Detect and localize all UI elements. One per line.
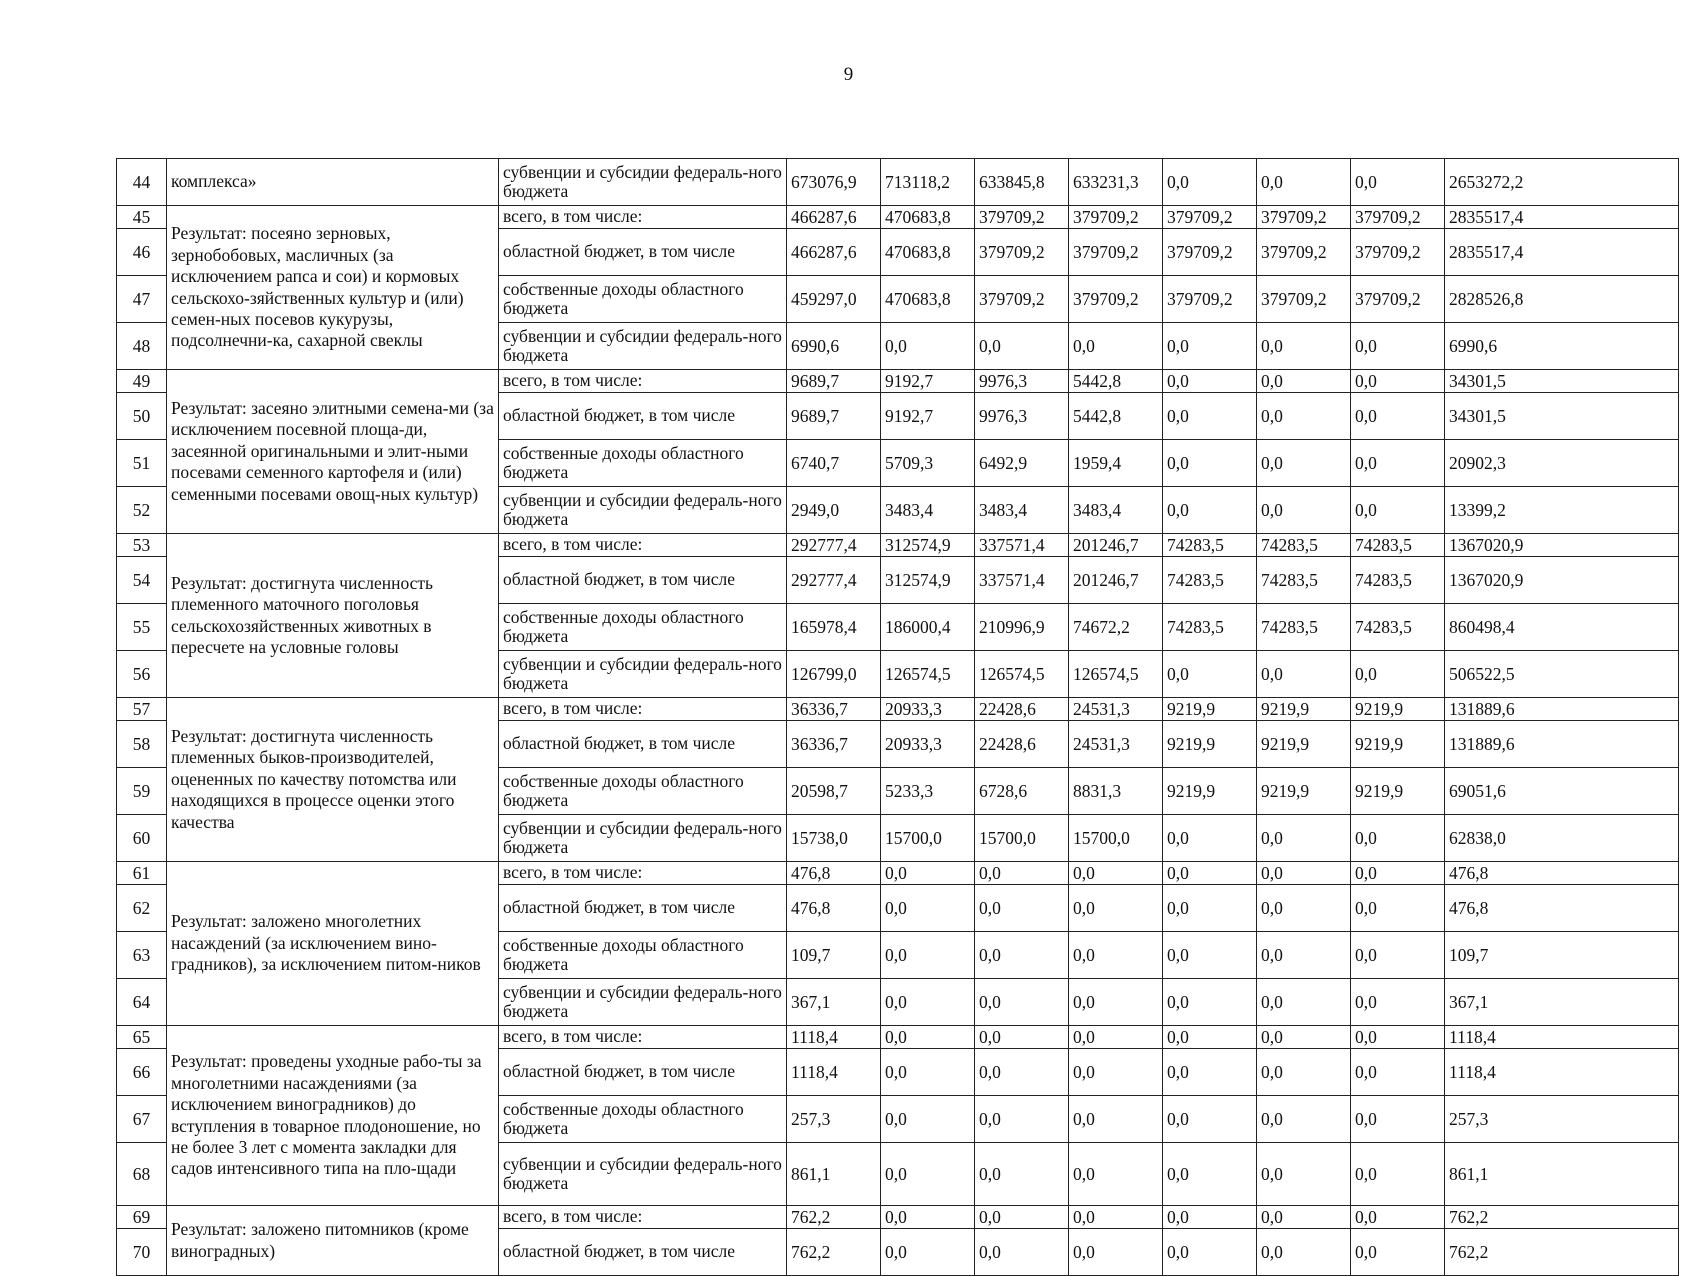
year-value: 466287,6 bbox=[787, 206, 881, 229]
total-value: 1367020,9 bbox=[1445, 557, 1679, 604]
year-value: 1118,4 bbox=[787, 1026, 881, 1049]
year-value: 8831,3 bbox=[1069, 768, 1163, 815]
year-value: 9219,9 bbox=[1163, 768, 1257, 815]
row-number: 67 bbox=[117, 1096, 167, 1143]
year-value: 337571,4 bbox=[975, 557, 1069, 604]
year-value: 0,0 bbox=[1257, 862, 1351, 885]
year-value: 9192,7 bbox=[881, 370, 975, 393]
table-row bbox=[117, 206, 1679, 229]
year-value: 0,0 bbox=[881, 1206, 975, 1229]
year-value: 9219,9 bbox=[1257, 721, 1351, 768]
row-number: 68 bbox=[117, 1143, 167, 1206]
year-value: 0,0 bbox=[1257, 651, 1351, 698]
year-value: 0,0 bbox=[975, 932, 1069, 979]
year-value: 74283,5 bbox=[1351, 534, 1445, 557]
year-value: 0,0 bbox=[1163, 862, 1257, 885]
total-value: 131889,6 bbox=[1445, 721, 1679, 768]
year-value: 5442,8 bbox=[1069, 393, 1163, 440]
year-value: 0,0 bbox=[1351, 159, 1445, 206]
year-value: 379709,2 bbox=[1069, 229, 1163, 276]
year-value: 0,0 bbox=[1069, 1049, 1163, 1096]
year-value: 0,0 bbox=[1069, 885, 1163, 932]
year-value: 24531,3 bbox=[1069, 698, 1163, 721]
result-description: Результат: достигнута численность племенного маточного поголовья сельскохозяйственных животных в пересчете на условные головы bbox=[167, 534, 499, 698]
year-value: 0,0 bbox=[1257, 1026, 1351, 1049]
year-value: 0,0 bbox=[1351, 370, 1445, 393]
year-value: 673076,9 bbox=[787, 159, 881, 206]
funding-source: собственные доходы областного бюджета bbox=[499, 276, 787, 323]
result-description: Результат: посеяно зерновых, зернобобовых, масличных (за исключением рапса и сои) и кормовых сельскохо-зяйственных культур и (или) семен-ных посевов кукурузы, подсолнечни-ка, сахарной свеклы bbox=[167, 206, 499, 370]
year-value: 6990,6 bbox=[787, 323, 881, 370]
year-value: 0,0 bbox=[1257, 1229, 1351, 1276]
year-value: 0,0 bbox=[881, 862, 975, 885]
total-value: 62838,0 bbox=[1445, 815, 1679, 862]
year-value: 9689,7 bbox=[787, 370, 881, 393]
year-value: 379709,2 bbox=[1351, 276, 1445, 323]
year-value: 9192,7 bbox=[881, 393, 975, 440]
year-value: 257,3 bbox=[787, 1096, 881, 1143]
funding-source: субвенции и субсидии федераль-ного бюджета bbox=[499, 159, 787, 206]
total-value: 34301,5 bbox=[1445, 393, 1679, 440]
year-value: 6740,7 bbox=[787, 440, 881, 487]
funding-source: субвенции и субсидии федераль-ного бюджета bbox=[499, 487, 787, 534]
table-row bbox=[117, 1206, 1679, 1229]
row-number: 64 bbox=[117, 979, 167, 1026]
row-number: 45 bbox=[117, 206, 167, 229]
row-number: 57 bbox=[117, 698, 167, 721]
year-value: 74283,5 bbox=[1257, 534, 1351, 557]
year-value: 379709,2 bbox=[1163, 229, 1257, 276]
row-number: 46 bbox=[117, 229, 167, 276]
year-value: 74672,2 bbox=[1069, 604, 1163, 651]
total-value: 2653272,2 bbox=[1445, 159, 1679, 206]
year-value: 1959,4 bbox=[1069, 440, 1163, 487]
result-description: Результат: заложено питомников (кроме виноградных) bbox=[167, 1206, 499, 1276]
year-value: 74283,5 bbox=[1163, 557, 1257, 604]
year-value: 0,0 bbox=[1163, 1143, 1257, 1206]
row-number: 52 bbox=[117, 487, 167, 534]
year-value: 0,0 bbox=[1163, 651, 1257, 698]
row-number: 54 bbox=[117, 557, 167, 604]
funding-source: областной бюджет, в том числе bbox=[499, 229, 787, 276]
year-value: 9219,9 bbox=[1163, 721, 1257, 768]
year-value: 0,0 bbox=[1069, 979, 1163, 1026]
year-value: 379709,2 bbox=[1257, 276, 1351, 323]
year-value: 1118,4 bbox=[787, 1049, 881, 1096]
row-number: 59 bbox=[117, 768, 167, 815]
year-value: 0,0 bbox=[1257, 885, 1351, 932]
year-value: 0,0 bbox=[1351, 487, 1445, 534]
total-value: 131889,6 bbox=[1445, 698, 1679, 721]
row-number: 70 bbox=[117, 1229, 167, 1276]
year-value: 0,0 bbox=[975, 885, 1069, 932]
year-value: 9219,9 bbox=[1257, 768, 1351, 815]
funding-source: всего, в том числе: bbox=[499, 1026, 787, 1049]
year-value: 201246,7 bbox=[1069, 534, 1163, 557]
total-value: 109,7 bbox=[1445, 932, 1679, 979]
total-value: 6990,6 bbox=[1445, 323, 1679, 370]
year-value: 633231,3 bbox=[1069, 159, 1163, 206]
year-value: 0,0 bbox=[1351, 1143, 1445, 1206]
row-number: 56 bbox=[117, 651, 167, 698]
year-value: 0,0 bbox=[1351, 323, 1445, 370]
year-value: 470683,8 bbox=[881, 206, 975, 229]
total-value: 1118,4 bbox=[1445, 1026, 1679, 1049]
year-value: 22428,6 bbox=[975, 721, 1069, 768]
year-value: 466287,6 bbox=[787, 229, 881, 276]
total-value: 476,8 bbox=[1445, 885, 1679, 932]
year-value: 0,0 bbox=[1163, 932, 1257, 979]
row-number: 66 bbox=[117, 1049, 167, 1096]
funding-source: областной бюджет, в том числе bbox=[499, 1229, 787, 1276]
total-value: 1367020,9 bbox=[1445, 534, 1679, 557]
year-value: 379709,2 bbox=[1163, 276, 1257, 323]
year-value: 36336,7 bbox=[787, 721, 881, 768]
year-value: 762,2 bbox=[787, 1229, 881, 1276]
result-description: Результат: засеяно элитными семена-ми (за исключением посевной площа-ди, засеянной оригинальными и элит-ными посевами семенного картофеля и (или) семенными посевами овощ-ных культур) bbox=[167, 370, 499, 534]
year-value: 470683,8 bbox=[881, 229, 975, 276]
year-value: 74283,5 bbox=[1257, 557, 1351, 604]
year-value: 15700,0 bbox=[881, 815, 975, 862]
funding-source: всего, в том числе: bbox=[499, 206, 787, 229]
funding-source: всего, в том числе: bbox=[499, 370, 787, 393]
year-value: 126574,5 bbox=[1069, 651, 1163, 698]
year-value: 74283,5 bbox=[1163, 534, 1257, 557]
total-value: 13399,2 bbox=[1445, 487, 1679, 534]
year-value: 379709,2 bbox=[1351, 229, 1445, 276]
year-value: 36336,7 bbox=[787, 698, 881, 721]
year-value: 0,0 bbox=[1257, 370, 1351, 393]
year-value: 6492,9 bbox=[975, 440, 1069, 487]
row-number: 62 bbox=[117, 885, 167, 932]
year-value: 3483,4 bbox=[1069, 487, 1163, 534]
funding-source: областной бюджет, в том числе bbox=[499, 557, 787, 604]
year-value: 0,0 bbox=[1163, 979, 1257, 1026]
funding-source: областной бюджет, в том числе bbox=[499, 885, 787, 932]
year-value: 0,0 bbox=[1163, 370, 1257, 393]
year-value: 713118,2 bbox=[881, 159, 975, 206]
year-value: 0,0 bbox=[1351, 1229, 1445, 1276]
table-row bbox=[117, 534, 1679, 557]
total-value: 861,1 bbox=[1445, 1143, 1679, 1206]
year-value: 0,0 bbox=[1257, 159, 1351, 206]
year-value: 0,0 bbox=[1163, 440, 1257, 487]
year-value: 861,1 bbox=[787, 1143, 881, 1206]
year-value: 470683,8 bbox=[881, 276, 975, 323]
year-value: 0,0 bbox=[881, 1049, 975, 1096]
year-value: 0,0 bbox=[975, 1096, 1069, 1143]
year-value: 0,0 bbox=[1351, 651, 1445, 698]
table-row bbox=[117, 698, 1679, 721]
row-number: 51 bbox=[117, 440, 167, 487]
year-value: 0,0 bbox=[1069, 323, 1163, 370]
year-value: 0,0 bbox=[1257, 1206, 1351, 1229]
year-value: 0,0 bbox=[1163, 815, 1257, 862]
year-value: 74283,5 bbox=[1257, 604, 1351, 651]
row-number: 44 bbox=[117, 159, 167, 206]
year-value: 20933,3 bbox=[881, 698, 975, 721]
year-value: 379709,2 bbox=[1257, 229, 1351, 276]
table-row bbox=[117, 370, 1679, 393]
year-value: 379709,2 bbox=[1069, 276, 1163, 323]
year-value: 0,0 bbox=[1351, 440, 1445, 487]
year-value: 0,0 bbox=[1069, 1096, 1163, 1143]
year-value: 3483,4 bbox=[881, 487, 975, 534]
year-value: 379709,2 bbox=[1351, 206, 1445, 229]
funding-source: собственные доходы областного бюджета bbox=[499, 604, 787, 651]
year-value: 0,0 bbox=[1257, 815, 1351, 862]
funding-source: субвенции и субсидии федераль-ного бюджета bbox=[499, 323, 787, 370]
year-value: 9219,9 bbox=[1351, 698, 1445, 721]
total-value: 69051,6 bbox=[1445, 768, 1679, 815]
total-value: 20902,3 bbox=[1445, 440, 1679, 487]
total-value: 2835517,4 bbox=[1445, 229, 1679, 276]
funding-source: субвенции и субсидии федераль-ного бюджета bbox=[499, 979, 787, 1026]
year-value: 476,8 bbox=[787, 885, 881, 932]
table-body bbox=[117, 159, 1679, 1276]
funding-source: всего, в том числе: bbox=[499, 534, 787, 557]
funding-source: всего, в том числе: bbox=[499, 862, 787, 885]
year-value: 0,0 bbox=[1163, 1206, 1257, 1229]
total-value: 1118,4 bbox=[1445, 1049, 1679, 1096]
year-value: 15700,0 bbox=[975, 815, 1069, 862]
year-value: 0,0 bbox=[975, 1206, 1069, 1229]
row-number: 69 bbox=[117, 1206, 167, 1229]
year-value: 459297,0 bbox=[787, 276, 881, 323]
year-value: 379709,2 bbox=[1163, 206, 1257, 229]
year-value: 9219,9 bbox=[1163, 698, 1257, 721]
total-value: 762,2 bbox=[1445, 1206, 1679, 1229]
total-value: 762,2 bbox=[1445, 1229, 1679, 1276]
year-value: 9219,9 bbox=[1257, 698, 1351, 721]
year-value: 292777,4 bbox=[787, 534, 881, 557]
row-number: 53 bbox=[117, 534, 167, 557]
year-value: 74283,5 bbox=[1351, 604, 1445, 651]
row-number: 61 bbox=[117, 862, 167, 885]
result-description: Результат: заложено многолетних насаждений (за исключением вино-градников), за исключением питом-ников bbox=[167, 862, 499, 1026]
year-value: 0,0 bbox=[1163, 1229, 1257, 1276]
year-value: 6728,6 bbox=[975, 768, 1069, 815]
year-value: 0,0 bbox=[975, 862, 1069, 885]
year-value: 109,7 bbox=[787, 932, 881, 979]
year-value: 22428,6 bbox=[975, 698, 1069, 721]
year-value: 15738,0 bbox=[787, 815, 881, 862]
row-number: 49 bbox=[117, 370, 167, 393]
year-value: 0,0 bbox=[1351, 1096, 1445, 1143]
year-value: 186000,4 bbox=[881, 604, 975, 651]
row-number: 65 bbox=[117, 1026, 167, 1049]
year-value: 312574,9 bbox=[881, 557, 975, 604]
year-value: 0,0 bbox=[1257, 487, 1351, 534]
year-value: 0,0 bbox=[1257, 1049, 1351, 1096]
year-value: 3483,4 bbox=[975, 487, 1069, 534]
year-value: 0,0 bbox=[975, 979, 1069, 1026]
year-value: 0,0 bbox=[1069, 1206, 1163, 1229]
row-number: 58 bbox=[117, 721, 167, 768]
funding-source: областной бюджет, в том числе bbox=[499, 721, 787, 768]
year-value: 9689,7 bbox=[787, 393, 881, 440]
year-value: 0,0 bbox=[1351, 932, 1445, 979]
total-value: 476,8 bbox=[1445, 862, 1679, 885]
year-value: 0,0 bbox=[1351, 862, 1445, 885]
year-value: 0,0 bbox=[881, 1229, 975, 1276]
year-value: 0,0 bbox=[1351, 1049, 1445, 1096]
year-value: 476,8 bbox=[787, 862, 881, 885]
year-value: 0,0 bbox=[1069, 862, 1163, 885]
row-number: 47 bbox=[117, 276, 167, 323]
year-value: 0,0 bbox=[1163, 1096, 1257, 1143]
year-value: 367,1 bbox=[787, 979, 881, 1026]
year-value: 0,0 bbox=[1069, 1026, 1163, 1049]
funding-source: собственные доходы областного бюджета bbox=[499, 932, 787, 979]
year-value: 9219,9 bbox=[1351, 768, 1445, 815]
year-value: 210996,9 bbox=[975, 604, 1069, 651]
budget-table bbox=[116, 158, 1679, 1276]
year-value: 20598,7 bbox=[787, 768, 881, 815]
year-value: 0,0 bbox=[881, 323, 975, 370]
year-value: 0,0 bbox=[1069, 1143, 1163, 1206]
year-value: 0,0 bbox=[1163, 323, 1257, 370]
year-value: 0,0 bbox=[1257, 1096, 1351, 1143]
year-value: 74283,5 bbox=[1351, 557, 1445, 604]
year-value: 0,0 bbox=[1351, 979, 1445, 1026]
year-value: 0,0 bbox=[881, 1096, 975, 1143]
year-value: 0,0 bbox=[1257, 323, 1351, 370]
year-value: 0,0 bbox=[975, 1143, 1069, 1206]
year-value: 292777,4 bbox=[787, 557, 881, 604]
year-value: 0,0 bbox=[1257, 440, 1351, 487]
year-value: 0,0 bbox=[1351, 393, 1445, 440]
year-value: 0,0 bbox=[1069, 932, 1163, 979]
total-value: 34301,5 bbox=[1445, 370, 1679, 393]
year-value: 5709,3 bbox=[881, 440, 975, 487]
year-value: 165978,4 bbox=[787, 604, 881, 651]
row-number: 63 bbox=[117, 932, 167, 979]
table-row bbox=[117, 1026, 1679, 1049]
year-value: 126799,0 bbox=[787, 651, 881, 698]
total-value: 506522,5 bbox=[1445, 651, 1679, 698]
result-description: Результат: достигнута численность племенных быков-производителей, оцененных по качеству потомства или находящихся в процессе оценки этого качества bbox=[167, 698, 499, 862]
year-value: 379709,2 bbox=[975, 229, 1069, 276]
year-value: 762,2 bbox=[787, 1206, 881, 1229]
year-value: 633845,8 bbox=[975, 159, 1069, 206]
year-value: 201246,7 bbox=[1069, 557, 1163, 604]
year-value: 379709,2 bbox=[1069, 206, 1163, 229]
year-value: 0,0 bbox=[1163, 487, 1257, 534]
year-value: 0,0 bbox=[881, 885, 975, 932]
funding-source: собственные доходы областного бюджета bbox=[499, 1096, 787, 1143]
year-value: 312574,9 bbox=[881, 534, 975, 557]
year-value: 20933,3 bbox=[881, 721, 975, 768]
total-value: 257,3 bbox=[1445, 1096, 1679, 1143]
year-value: 0,0 bbox=[881, 932, 975, 979]
year-value: 0,0 bbox=[881, 1143, 975, 1206]
year-value: 0,0 bbox=[975, 1026, 1069, 1049]
total-value: 2835517,4 bbox=[1445, 206, 1679, 229]
funding-source: собственные доходы областного бюджета bbox=[499, 768, 787, 815]
year-value: 0,0 bbox=[1351, 1026, 1445, 1049]
year-value: 9219,9 bbox=[1351, 721, 1445, 768]
row-number: 60 bbox=[117, 815, 167, 862]
year-value: 0,0 bbox=[1163, 885, 1257, 932]
year-value: 0,0 bbox=[1069, 1229, 1163, 1276]
result-description: Результат: проведены уходные рабо-ты за многолетними насаждениями (за исключением виноградников) до вступления в товарное плодоношение, но не более 3 лет с момента закладки для садов интенсивного типа на пло-щади bbox=[167, 1026, 499, 1206]
year-value: 379709,2 bbox=[975, 276, 1069, 323]
year-value: 24531,3 bbox=[1069, 721, 1163, 768]
funding-source: собственные доходы областного бюджета bbox=[499, 440, 787, 487]
year-value: 0,0 bbox=[1163, 159, 1257, 206]
year-value: 337571,4 bbox=[975, 534, 1069, 557]
year-value: 126574,5 bbox=[975, 651, 1069, 698]
year-value: 0,0 bbox=[1351, 885, 1445, 932]
year-value: 0,0 bbox=[1257, 393, 1351, 440]
year-value: 5442,8 bbox=[1069, 370, 1163, 393]
year-value: 0,0 bbox=[975, 1049, 1069, 1096]
year-value: 0,0 bbox=[1351, 815, 1445, 862]
funding-source: всего, в том числе: bbox=[499, 698, 787, 721]
table-row bbox=[117, 159, 1679, 206]
year-value: 0,0 bbox=[1163, 1049, 1257, 1096]
funding-source: областной бюджет, в том числе bbox=[499, 1049, 787, 1096]
funding-source: субвенции и субсидии федераль-ного бюджета bbox=[499, 1143, 787, 1206]
year-value: 9976,3 bbox=[975, 370, 1069, 393]
total-value: 2828526,8 bbox=[1445, 276, 1679, 323]
year-value: 5233,3 bbox=[881, 768, 975, 815]
year-value: 9976,3 bbox=[975, 393, 1069, 440]
row-number: 48 bbox=[117, 323, 167, 370]
year-value: 0,0 bbox=[975, 1229, 1069, 1276]
year-value: 0,0 bbox=[1257, 1143, 1351, 1206]
year-value: 0,0 bbox=[1257, 979, 1351, 1026]
year-value: 0,0 bbox=[1163, 1026, 1257, 1049]
row-number: 55 bbox=[117, 604, 167, 651]
year-value: 379709,2 bbox=[1257, 206, 1351, 229]
funding-source: областной бюджет, в том числе bbox=[499, 393, 787, 440]
total-value: 860498,4 bbox=[1445, 604, 1679, 651]
year-value: 379709,2 bbox=[975, 206, 1069, 229]
funding-source: субвенции и субсидии федераль-ного бюджета bbox=[499, 815, 787, 862]
table-row bbox=[117, 862, 1679, 885]
year-value: 126574,5 bbox=[881, 651, 975, 698]
total-value: 367,1 bbox=[1445, 979, 1679, 1026]
page-number: 9 bbox=[843, 64, 854, 85]
year-value: 0,0 bbox=[1163, 393, 1257, 440]
year-value: 0,0 bbox=[975, 323, 1069, 370]
year-value: 0,0 bbox=[881, 979, 975, 1026]
year-value: 74283,5 bbox=[1163, 604, 1257, 651]
result-description: комплекса» bbox=[167, 159, 499, 206]
year-value: 0,0 bbox=[881, 1026, 975, 1049]
year-value: 2949,0 bbox=[787, 487, 881, 534]
funding-source: всего, в том числе: bbox=[499, 1206, 787, 1229]
year-value: 0,0 bbox=[1257, 932, 1351, 979]
row-number: 50 bbox=[117, 393, 167, 440]
year-value: 0,0 bbox=[1351, 1206, 1445, 1229]
funding-source: субвенции и субсидии федераль-ного бюджета bbox=[499, 651, 787, 698]
year-value: 15700,0 bbox=[1069, 815, 1163, 862]
